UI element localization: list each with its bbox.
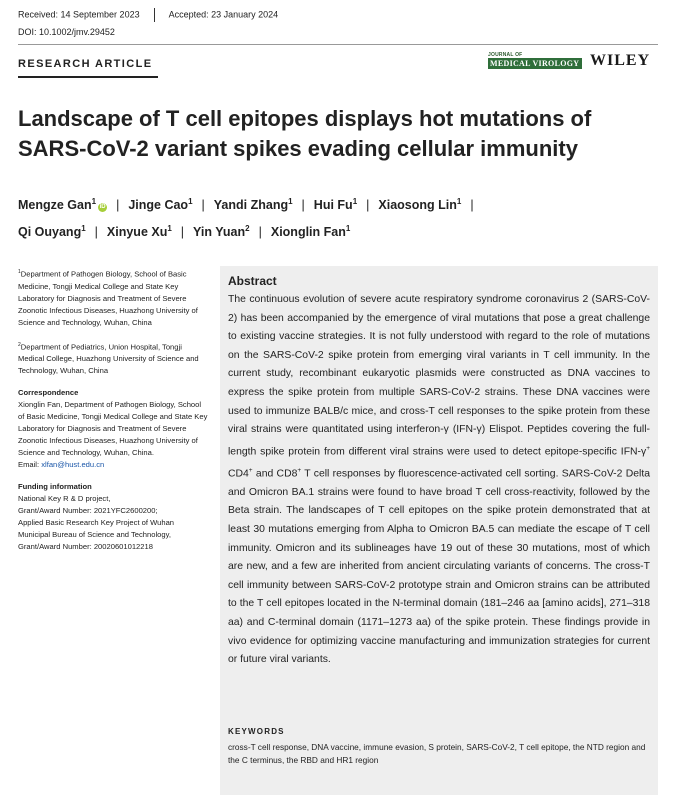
divider: [154, 8, 155, 22]
author[interactable]: Yin Yuan$^2$: [193, 224, 250, 240]
affiliation-1: $^1$Department of Pathogen Biology, School of Basic Medicine, Tongji Medical College and State Key Laboratory for Diagnosis and Treatment of Severe Zoonotic Infectious Diseases, Huazhong University of Science and Technology, Wuhan, China: [18, 269, 198, 327]
article-type-label: RESEARCH ARTICLE: [18, 58, 153, 70]
doi[interactable]: DOI: 10.1002/jmv.29452: [18, 27, 115, 37]
keywords-text: cross-T cell response, DNA vaccine, immune evasion, S protein, SARS-CoV-2, T cell epitope, the NTD region and the C terminus, the RBD and HR1 region: [228, 742, 646, 765]
article-info-sidebar: [18, 266, 208, 563]
abstract-heading: Abstract: [228, 274, 277, 288]
article-type-underline: [18, 76, 158, 78]
journal-logo-small-text: JOURNAL OF: [488, 52, 523, 58]
funding-heading: Funding information: [18, 482, 92, 492]
author[interactable]: Yandi Zhang$^1$: [213, 197, 293, 213]
received-date: Received: 14 September 2023: [18, 9, 140, 20]
author[interactable]: Mengze Gan$^1$: [18, 197, 97, 213]
author[interactable]: Jinge Cao$^1$: [128, 197, 193, 213]
journal-logo-name: MEDICAL VIROLOGY: [488, 58, 582, 69]
received-accepted-line: [18, 8, 278, 22]
funding-text: National Key R & D project, Grant/Award Number: 2021YFC2600200; Applied Basic Research Key Project of Wuhan Municipal Bureau of Science and Technology, Grant/Award Number: 20020601012218: [18, 494, 175, 552]
publisher-logo[interactable]: WILEY: [590, 52, 651, 69]
header-rule: [18, 44, 658, 45]
journal-logo[interactable]: [488, 52, 584, 70]
author[interactable]: Xionglin Fan$^1$: [270, 224, 351, 240]
keywords-heading: KEYWORDS: [228, 727, 285, 736]
correspondence-text: Xionglin Fan, Department of Pathogen Biology, School of Basic Medicine, Tongji Medical College and State Key Laboratory for Diagnosis and Treatment of Severe Zoonotic Infectious Diseases, Huazhong University of Science and Technology, Wuhan, China. Email: xlfan@hust.edu.cn: [18, 400, 208, 470]
article-title: Landscape of T cell epitopes displays hot mutations of SARS-CoV-2 variant spikes evading cellular immunity: [18, 106, 592, 161]
correspondence-heading: Correspondence: [18, 388, 79, 398]
affiliation-2: $^2$Department of Pediatrics, Union Hospital, Tongji Medical College, Huazhong University of Science and Technology, Wuhan, China: [18, 341, 199, 376]
orcid-icon[interactable]: iD: [99, 204, 106, 211]
accepted-date: Accepted: 23 January 2024: [168, 9, 279, 20]
email-link[interactable]: xlfan@hust.edu.cn: [41, 460, 105, 470]
author[interactable]: Hui Fu$^1$: [313, 197, 358, 213]
author[interactable]: Xinyue Xu$^1$: [106, 224, 172, 240]
author[interactable]: Qi Ouyang$^1$: [18, 224, 86, 240]
author-list: Mengze Gan$^1$iD | Jinge Cao$^1$ | Yandi Zhang$^1$ | Hui Fu$^1$ | Xiaosong Lin$^1$ | Qi Ouyang$^1$ | Xinyue Xu$^1$ | Yin Yuan$^2$ | Xionglin Fan$^1$: [18, 197, 474, 240]
author[interactable]: Xiaosong Lin$^1$: [378, 197, 462, 213]
abstract-text: The continuous evolution of severe acute respiratory syndrome coronavirus 2 (SARS-CoV-2) has been accompanied by the emergence of viral mutations that pose a great challenge to existing vaccine strategies. It is not fully understood with regard to the role of mutations on the SARS-CoV-2 spike protein from emerging viral variants in T cell immunity. In the current study, recombinant eukaryotic plasmids were constructed as DNA vaccines to express the spike protein from multiple SARS-CoV-2 strains. These DNA vaccines were used to immunize BALB/c mice, and cross-T cell responses to the spike protein from these viral strains were quantitated using interferon-γ (IFN-γ) Elispot. Peptides covering the full-length spike protein from different viral strains were used to detect epitope-specific IFN-γ+ CD4+ and CD8+ T cell responses by fluorescence-activated cell sorting. SARS-CoV-2 Delta and Omicron BA.1 strains were found to have broad T cell cross-reactivity, followed by the Beta strain. The landscapes of T cell epitopes on the spike protein demonstrated that at least 30 mutations emerging from Alpha to Omicron BA.5 can mediate the escape of T cell immunity. Omicron and its sublineages have 19 out of these 30 mutations, most of which are new, and a few are inherited from ancient circulating variants of concerns. The cross-T cell immunity between SARS-CoV-2 prototype strain and Omicron strains can be attributed to the T cell epitopes located in the N-terminal domain (181–246 aa [amino acids], 271–318 aa) and C-terminal domain (1171–1273 aa) of the spike protein. These findings provide in vivo evidence for optimizing vaccine manufacturing and immunization strategies for current or future viral variants.: [228, 294, 650, 666]
